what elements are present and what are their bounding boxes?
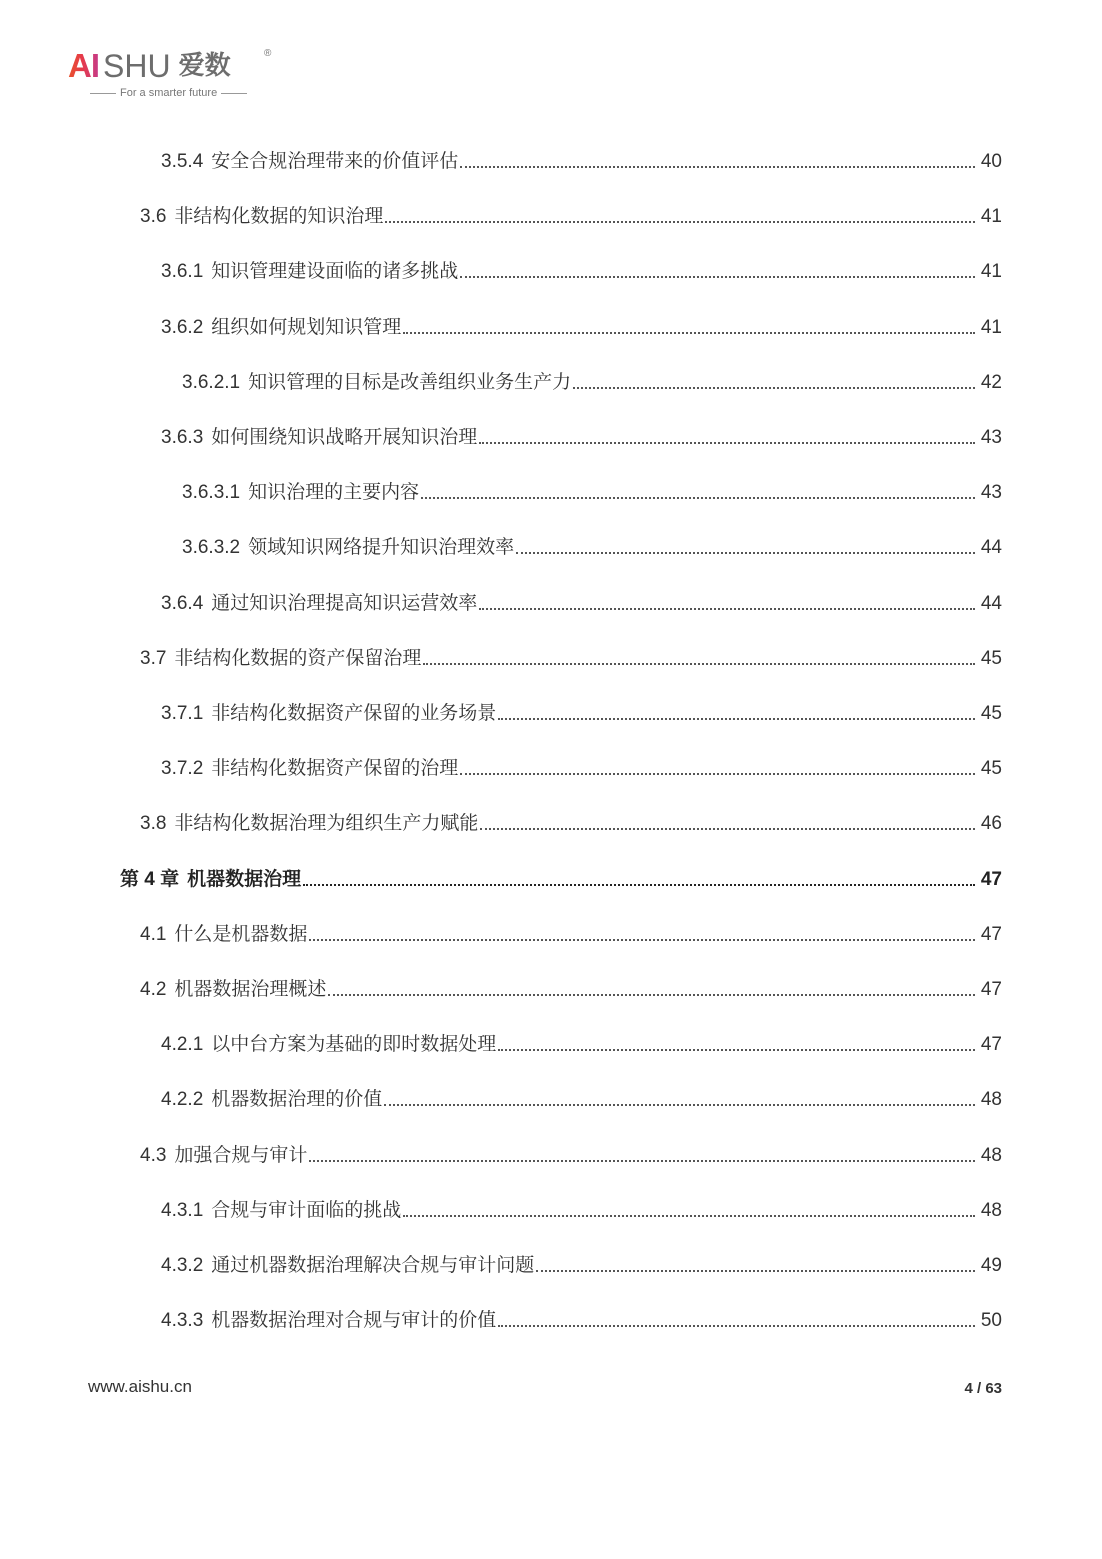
toc-dot-leader [460,773,975,775]
toc-entry[interactable] [0,1192,1102,1222]
toc-entry-number: 3.6.2 [161,317,204,338]
toc-entry-text [161,312,401,339]
toc-dot-leader [498,1049,975,1051]
toc-entry-number: 3.6.2.1 [182,372,241,393]
logo-ai-text: AI [68,47,99,84]
toc-dot-leader [403,332,975,334]
aishu-logo [68,48,278,103]
toc-entry[interactable] [0,364,1102,394]
toc-entry-text [161,256,458,283]
toc-entry-page: 42 [980,372,1002,393]
toc-dot-leader [498,718,975,720]
toc-entry-page: 48 [980,1089,1002,1110]
toc-entry[interactable] [0,474,1102,504]
toc-entry-page: 46 [980,813,1002,834]
toc-entry-text [161,698,496,725]
toc-entry-text [140,1140,307,1167]
toc-entry-page: 41 [980,317,1002,338]
toc-dot-leader [309,1160,975,1162]
toc-entry-page: 49 [980,1255,1002,1276]
toc-dot-leader [403,1215,975,1217]
toc-entry-title: 非结构化数据资产保留的治理 [211,758,459,779]
toc-entry-title: 非结构化数据资产保留的业务场景 [211,703,497,724]
toc-entry[interactable] [0,640,1102,670]
toc-entry-title: 机器数据治理的价值 [211,1089,383,1110]
toc-entry-page: 47 [980,1034,1002,1055]
toc-dot-leader [516,552,975,554]
toc-entry-title: 机器数据治理 [187,869,302,890]
toc-entry-page: 44 [980,537,1002,558]
tagline-rule-left [90,93,116,94]
toc-entry-number: 3.6.3.2 [182,537,241,558]
toc-entry[interactable] [0,1026,1102,1056]
toc-entry-number: 4.3 [140,1145,167,1166]
toc-entry-page: 45 [980,703,1002,724]
toc-entry[interactable] [0,419,1102,449]
toc-entry[interactable] [0,695,1102,725]
toc-entry-text [161,422,477,449]
toc-entry-number: 4.2 [140,979,167,1000]
toc-entry[interactable] [0,1081,1102,1111]
toc-dot-leader [328,994,975,996]
toc-entry-number: 第 4 章 [120,869,180,890]
toc-dot-leader [384,1104,975,1106]
footer-website-link[interactable]: www.aishu.cn [88,1377,192,1396]
toc-dot-leader [460,276,975,278]
toc-entry-title: 知识治理的主要内容 [248,482,420,503]
toc-entry[interactable] [0,1137,1102,1167]
logo-wordmark [68,48,231,84]
toc-entry[interactable] [0,1247,1102,1277]
logo-tagline [86,87,251,99]
toc-entry-text [140,974,326,1001]
toc-entry-number: 4.1 [140,924,167,945]
toc-entry-title: 非结构化数据治理为组织生产力赋能 [174,813,479,834]
tagline-rule-right [221,93,247,94]
toc-entry[interactable] [0,198,1102,228]
toc-entry-text [161,1250,534,1277]
toc-entry-number: 4.3.2 [161,1255,204,1276]
toc-entry-page: 40 [980,151,1002,172]
toc-entry-title: 什么是机器数据 [174,924,308,945]
toc-entry[interactable] [0,143,1102,173]
toc-entry[interactable] [0,253,1102,283]
toc-dot-leader [479,442,975,444]
toc-entry-number: 3.7.1 [161,703,204,724]
toc-entry[interactable] [0,750,1102,780]
toc-entry-number: 3.5.4 [161,151,204,172]
toc-entry-title: 非结构化数据的知识治理 [174,206,384,227]
toc-entry-number: 4.2.2 [161,1089,204,1110]
toc-entry-page: 47 [980,924,1002,945]
toc-entry-text [182,477,419,504]
toc-entry-number: 4.2.1 [161,1034,204,1055]
toc-entry-page: 45 [980,648,1002,669]
toc-entry[interactable] [0,529,1102,559]
footer-page-indicator: 4 / 63 [964,1380,1002,1397]
toc-entry-page: 50 [980,1310,1002,1331]
toc-entry-title: 如何围绕知识战略开展知识治理 [211,427,478,448]
toc-dot-leader [498,1325,975,1327]
toc-entry-title: 通过机器数据治理解决合规与审计问题 [211,1255,535,1276]
toc-entry-page: 41 [980,261,1002,282]
toc-entry[interactable] [0,971,1102,1001]
toc-entry-number: 3.6.3.1 [182,482,241,503]
toc-entry[interactable] [0,805,1102,835]
toc-entry-number: 4.3.1 [161,1200,204,1221]
toc-entry-text [161,1305,496,1332]
toc-entry-title: 领域知识网络提升知识治理效率 [248,537,515,558]
registered-mark-icon: ® [264,48,272,59]
toc-dot-leader [309,939,975,941]
toc-entry-title: 机器数据治理概述 [174,979,327,1000]
toc-entry-number: 4.3.3 [161,1310,204,1331]
toc-entry-title: 加强合规与审计 [174,1145,308,1166]
toc-entry-text [140,808,478,835]
toc-dot-leader [303,884,975,886]
toc-dot-leader [423,663,975,665]
toc-entry-number: 3.7.2 [161,758,204,779]
toc-entry-page: 43 [980,427,1002,448]
toc-entry-text [140,919,307,946]
toc-entry-title: 合规与审计面临的挑战 [211,1200,402,1221]
toc-entry-title: 组织如何规划知识管理 [211,317,402,338]
toc-entry-page: 47 [980,869,1002,890]
toc-dot-leader [421,497,975,499]
toc-entry-text [161,588,477,615]
toc-dot-leader [480,828,975,830]
toc-entry-text [161,146,458,173]
toc-entry-text [182,367,571,394]
toc-entry[interactable] [0,309,1102,339]
toc-entry-text [140,201,383,228]
toc-entry[interactable] [0,585,1102,615]
toc-entry-title: 安全合规治理带来的价值评估 [211,151,459,172]
toc-dot-leader [479,608,975,610]
toc-entry-number: 3.6.1 [161,261,204,282]
toc-entry-number: 3.7 [140,648,167,669]
toc-entry-number: 3.6.3 [161,427,204,448]
toc-entry-text [161,753,458,780]
toc-entry-title: 通过知识治理提高知识运营效率 [211,593,478,614]
toc-entry[interactable] [0,916,1102,946]
toc-entry[interactable] [0,1302,1102,1332]
toc-entry[interactable] [0,861,1102,891]
toc-dot-leader [385,221,975,223]
toc-entry-number: 3.6.4 [161,593,204,614]
toc-entry-page: 47 [980,979,1002,1000]
toc-entry-text [161,1084,382,1111]
tagline-text: For a smarter future [120,87,218,99]
toc-dot-leader [536,1270,975,1272]
toc-entry-text [161,1195,401,1222]
toc-entry-title: 知识管理建设面临的诸多挑战 [211,261,459,282]
logo-chinese-text: 爱数 [178,51,231,81]
toc-entry-number: 3.8 [140,813,167,834]
toc-entry-page: 43 [980,482,1002,503]
toc-entry-page: 41 [980,206,1002,227]
toc-entry-text [182,532,514,559]
toc-dot-leader [573,387,975,389]
toc-entry-page: 48 [980,1200,1002,1221]
toc-dot-leader [460,166,975,168]
toc-entry-number: 3.6 [140,206,167,227]
toc-entry-text [161,1029,496,1056]
toc-entry-text [120,864,301,891]
toc-entry-title: 机器数据治理对合规与审计的价值 [211,1310,497,1331]
toc-entry-title: 知识管理的目标是改善组织业务生产力 [248,372,572,393]
toc-entry-page: 48 [980,1145,1002,1166]
logo-shu-text: SHU [103,48,171,84]
toc-entry-page: 44 [980,593,1002,614]
toc-entry-title: 以中台方案为基础的即时数据处理 [211,1034,497,1055]
toc-entry-title: 非结构化数据的资产保留治理 [174,648,422,669]
toc-entry-page: 45 [980,758,1002,779]
toc-entry-text [140,643,421,670]
